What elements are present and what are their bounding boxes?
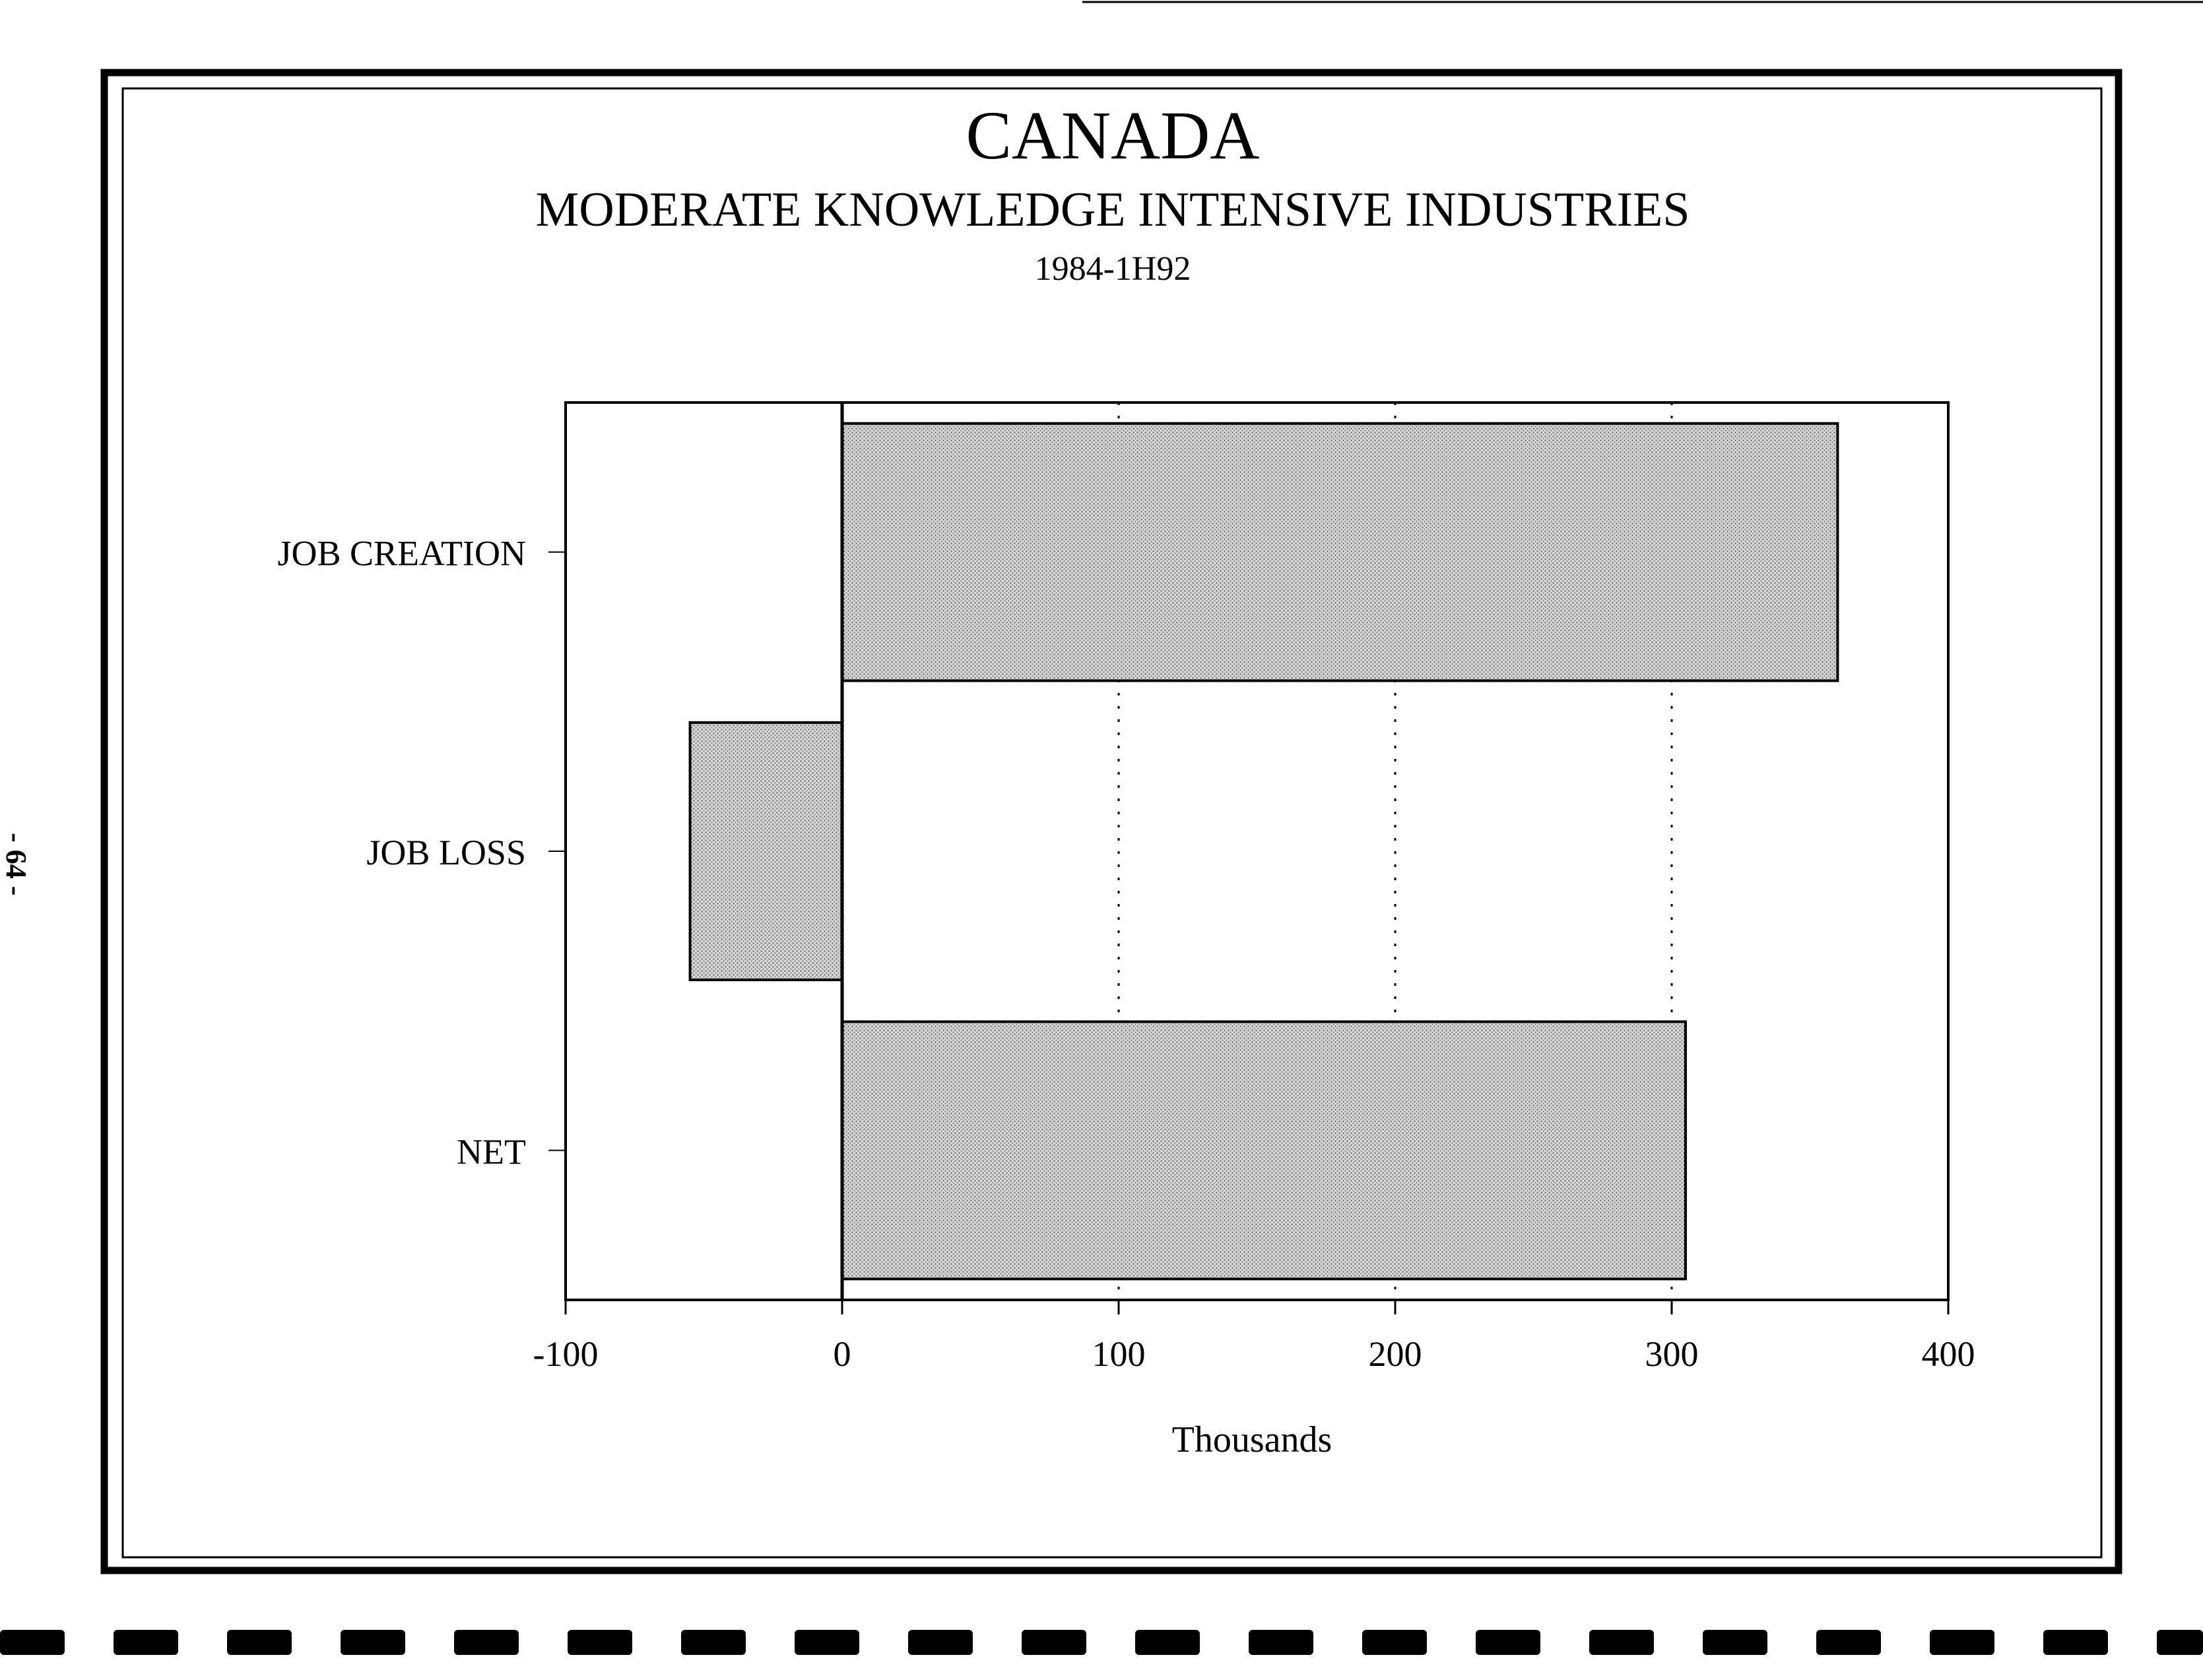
dash-segment <box>2043 1630 2108 1655</box>
dash-segment <box>227 1630 292 1655</box>
dash-segment <box>1249 1630 1313 1655</box>
y-category-label: JOB LOSS <box>366 833 526 872</box>
dash-segment <box>795 1630 859 1655</box>
dash-segment <box>1589 1630 1654 1655</box>
chart-period: 1984-1H92 <box>1034 250 1191 288</box>
y-category-label: NET <box>457 1132 526 1172</box>
dash-segment <box>568 1630 632 1655</box>
dash-segment <box>681 1630 746 1655</box>
dash-segment <box>0 1630 65 1655</box>
chart-subtitle: MODERATE KNOWLEDGE INTENSIVE INDUSTRIES <box>535 183 1690 237</box>
bottom-dash-strip <box>0 1630 2203 1655</box>
dash-segment <box>1135 1630 1200 1655</box>
dash-segment <box>1022 1630 1086 1655</box>
dash-segment <box>1703 1630 1767 1655</box>
dash-segment <box>454 1630 519 1655</box>
dash-segment <box>908 1630 973 1655</box>
dash-segment <box>2157 1630 2203 1655</box>
chart-title: CANADA <box>966 98 1260 174</box>
dash-segment <box>341 1630 405 1655</box>
bar <box>690 723 842 980</box>
x-tick-label: 400 <box>1921 1334 1975 1374</box>
dash-segment <box>1816 1630 1881 1655</box>
bar <box>842 1021 1686 1279</box>
x-tick-label: 100 <box>1092 1334 1146 1374</box>
bar <box>842 424 1837 681</box>
x-tick-label: -100 <box>533 1334 599 1374</box>
x-tick-label: 300 <box>1645 1334 1699 1374</box>
dash-segment <box>1362 1630 1427 1655</box>
chart-bars <box>690 424 1838 1279</box>
x-axis-label: Thousands <box>1171 1419 1332 1460</box>
x-tick-label: 0 <box>833 1334 851 1374</box>
y-axis <box>277 534 566 1172</box>
x-tick-label: 200 <box>1368 1334 1422 1374</box>
dash-segment <box>1476 1630 1540 1655</box>
dash-segment <box>114 1630 178 1655</box>
x-axis <box>533 1300 1975 1374</box>
y-category-label: JOB CREATION <box>277 533 526 573</box>
page-number: - 64 - <box>0 833 32 896</box>
dash-segment <box>1930 1630 1994 1655</box>
